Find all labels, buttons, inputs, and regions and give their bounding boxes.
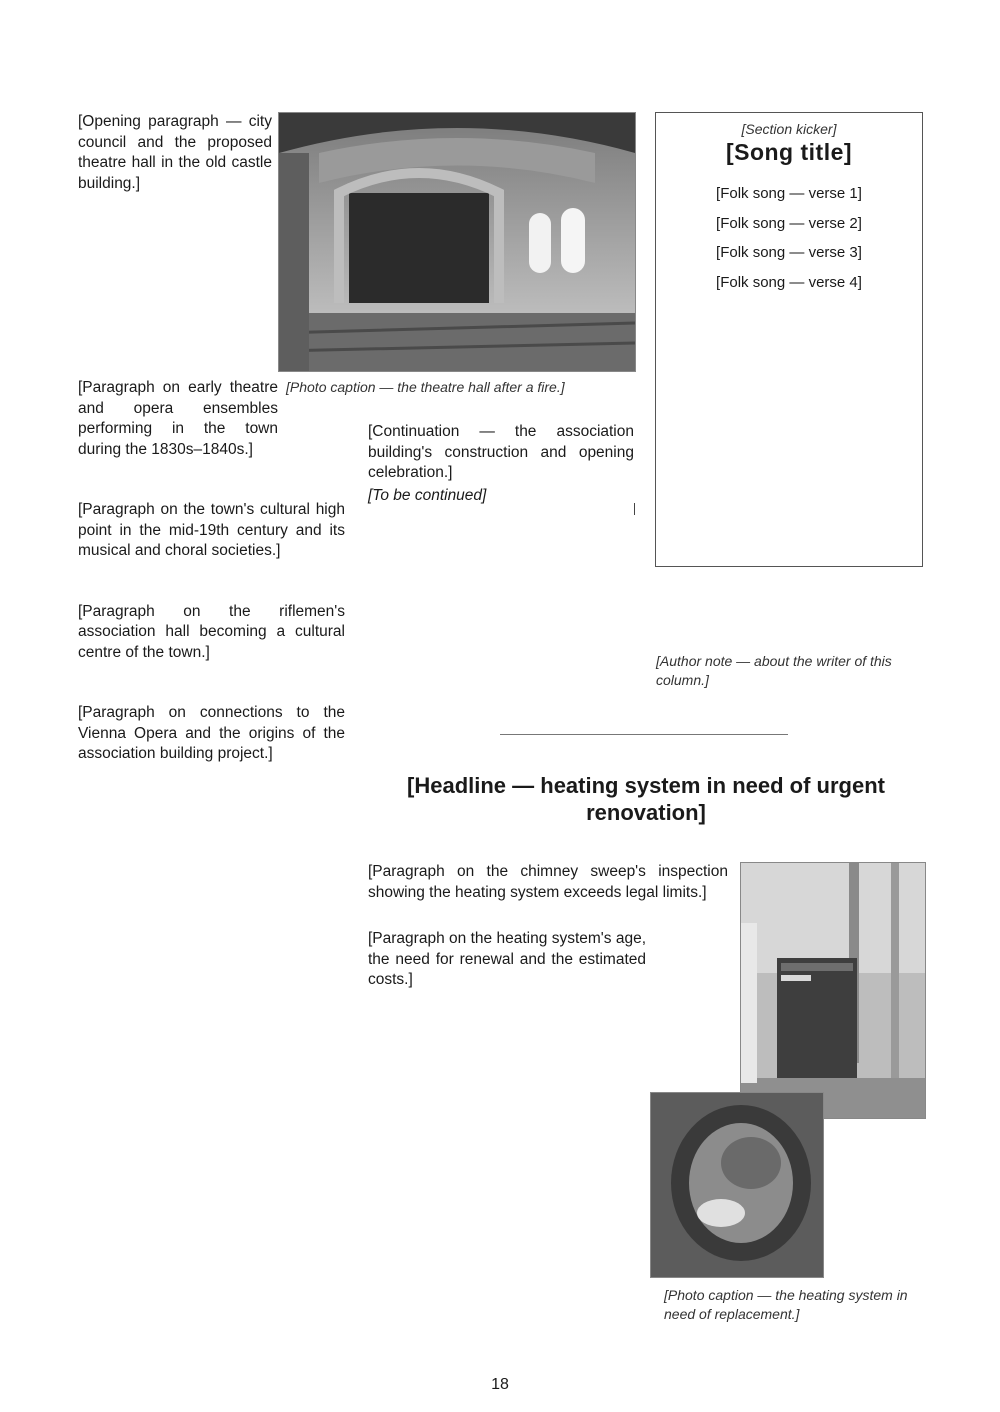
paragraph-intro: [Opening paragraph — city council and the proposed theatre hall in the old castle building.] bbox=[78, 113, 272, 192]
paragraph-opera-ensembles: [Paragraph on early theatre and opera ensembles performing in the town during the 1830s–1840s.] bbox=[78, 379, 278, 458]
paragraph-construction: [Continuation — the association building's construction and opening celebration.] bbox=[368, 423, 634, 481]
sidebar-verse: [Folk song — verse 3] bbox=[716, 244, 862, 261]
sidebar-box bbox=[655, 112, 923, 567]
sidebar-verse: [Folk song — verse 4] bbox=[716, 273, 862, 291]
paragraph-riflemen-hall: [Paragraph on the riflemen's association hall becoming a cultural centre of the town.] bbox=[78, 602, 345, 661]
paragraph-cultural-peak: [Paragraph on the town's cultural high point in the mid-19th century and its musical and choral societies.] bbox=[78, 501, 345, 559]
author-note: [Author note — about the writer of this column.] bbox=[656, 653, 892, 688]
corroded-pipe-photo bbox=[650, 1092, 824, 1278]
paragraph-inspection: [Paragraph on the chimney sweep's inspection showing the heating system exceeds legal limits.] bbox=[368, 863, 728, 901]
sidebar-title: [Song title] bbox=[725, 139, 853, 165]
heater-photo-caption: [Photo caption — the heating system in need of replacement.] bbox=[664, 1287, 908, 1322]
paragraph-vienna-connection: [Paragraph on connections to the Vienna Opera and the origins of the association building project.] bbox=[78, 704, 345, 762]
sidebar-kicker: [Section kicker] bbox=[741, 121, 837, 137]
middle-column bbox=[368, 422, 634, 524]
page-number: 18 bbox=[491, 1376, 509, 1393]
article-headline: [Headline — heating system in need of urgent renovation] bbox=[407, 773, 885, 825]
left-column bbox=[78, 112, 272, 212]
paragraph-heating-age: [Paragraph on the heating system's age, the need for renewal and the estimated costs.] bbox=[368, 930, 646, 988]
theatre-photo-caption: [Photo caption — the theatre hall after a fire.] bbox=[286, 379, 565, 395]
margin-mark bbox=[634, 503, 635, 515]
sidebar-verse: [Folk song — verse 2] bbox=[716, 214, 862, 232]
continuation-note: [To be continued] bbox=[368, 486, 487, 504]
heater-photo bbox=[740, 862, 926, 1119]
sidebar-verse: [Folk song — verse 1] bbox=[716, 185, 862, 202]
theatre-ruin-photo bbox=[278, 112, 636, 372]
section-divider bbox=[500, 734, 788, 735]
article-body bbox=[368, 862, 728, 1009]
left-column-lower bbox=[78, 378, 345, 783]
